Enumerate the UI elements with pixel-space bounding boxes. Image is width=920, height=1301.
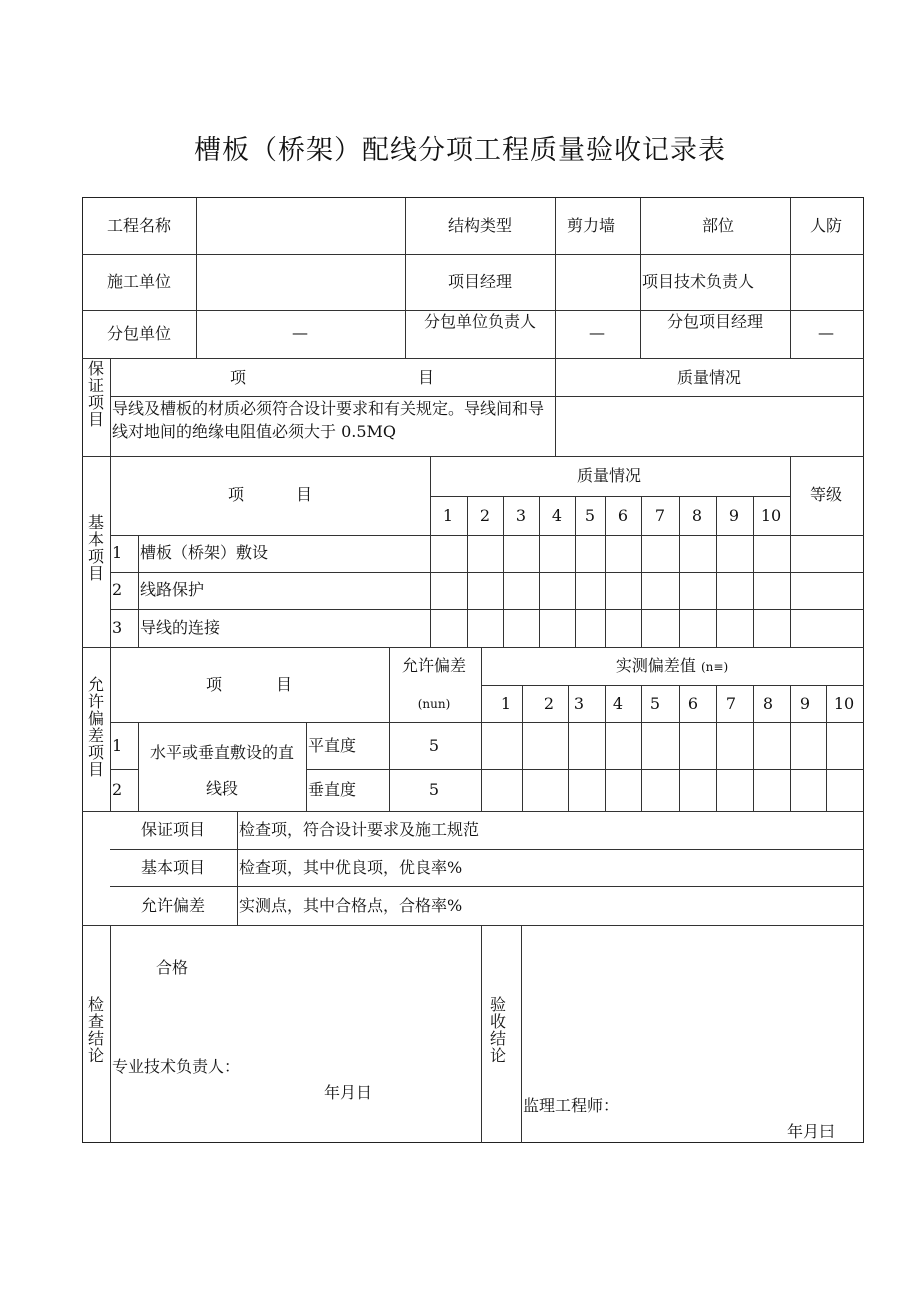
measured-deviation-cell[interactable] xyxy=(606,723,641,769)
summary-label: 保证项目 xyxy=(140,820,206,839)
basic-quality-cell[interactable] xyxy=(717,610,753,646)
basic-check-number: 1 xyxy=(442,506,454,525)
grid-line-h xyxy=(481,685,864,686)
tech-lead-field[interactable] xyxy=(791,255,863,308)
basic-quality-cell[interactable] xyxy=(642,573,679,609)
grid-line-h xyxy=(82,811,864,812)
grid-line-h xyxy=(110,849,864,850)
basic-row-number: 3 xyxy=(112,618,123,637)
check-conclusion-label: 检查结论 xyxy=(87,995,104,1065)
basic-check-number: 5 xyxy=(584,506,596,525)
basic-row-name: 线路保护 xyxy=(140,580,205,599)
basic-quality-cell[interactable] xyxy=(717,536,753,572)
grid-line-v xyxy=(110,925,111,1143)
guarantee-text: 导线及槽板的材质必须符合设计要求和有关规定。导线间和导线对地间的绝缘电阻值必须大于 0.5MQ xyxy=(112,399,545,441)
sub-manager-label: 分包项目经理 xyxy=(666,312,764,331)
allowed-deviation-label: 允许偏差 xyxy=(401,656,467,675)
basic-quality-cell[interactable] xyxy=(504,573,539,609)
sub-lead-value[interactable]: — xyxy=(589,323,605,342)
basic-check-number: 4 xyxy=(551,506,563,525)
basic-quality-cell[interactable] xyxy=(468,610,503,646)
basic-quality-cell[interactable] xyxy=(680,536,716,572)
grid-line-h xyxy=(82,647,864,648)
basic-quality-cell[interactable] xyxy=(431,536,467,572)
measured-deviation-cell[interactable] xyxy=(569,723,605,769)
project-name-field[interactable] xyxy=(197,199,404,252)
measured-deviation-cell[interactable] xyxy=(482,723,522,769)
accept-result-field[interactable] xyxy=(522,926,863,1096)
measured-deviation-cell[interactable] xyxy=(606,770,641,811)
basic-item-label-2: 目 xyxy=(295,485,313,504)
basic-quality-cell[interactable] xyxy=(606,610,641,646)
summary-text: 检查项，其中优良项，优良率% xyxy=(239,858,463,877)
summary-label: 允许偏差 xyxy=(140,896,206,915)
basic-quality-cell[interactable] xyxy=(680,573,716,609)
basic-item-label-1: 项 xyxy=(227,485,245,504)
measured-point-number: 7 xyxy=(725,694,737,713)
basic-quality-cell[interactable] xyxy=(540,610,575,646)
grid-line-v xyxy=(138,535,139,647)
tolerance-row-number: 2 xyxy=(112,780,123,799)
basic-row-number: 1 xyxy=(112,543,123,562)
measured-deviation-cell[interactable] xyxy=(717,770,753,811)
check-date: 年月日 xyxy=(323,1083,373,1102)
measured-deviation-cell[interactable] xyxy=(569,770,605,811)
basic-check-number: 10 xyxy=(760,506,782,525)
basic-quality-cell[interactable] xyxy=(606,536,641,572)
measured-point-number: 5 xyxy=(649,694,661,713)
basic-section-label: 基本项目 xyxy=(87,513,104,583)
location-value[interactable]: 人防 xyxy=(809,216,843,235)
accept-conclusion-label: 验收结论 xyxy=(489,995,506,1065)
basic-grade-cell[interactable] xyxy=(791,610,863,646)
supervisor-label: 监理工程师： xyxy=(523,1096,620,1115)
basic-row-number: 2 xyxy=(112,580,123,599)
check-result[interactable]: 合格 xyxy=(156,958,189,977)
basic-check-number: 9 xyxy=(728,506,740,525)
tolerance-allowed-value: 5 xyxy=(428,780,440,799)
basic-quality-cell[interactable] xyxy=(754,573,790,609)
measured-deviation-cell[interactable] xyxy=(523,723,568,769)
sub-lead-label: 分包单位负责人 xyxy=(423,312,537,331)
tech-lead-label: 项目技术负责人 xyxy=(642,272,755,291)
structure-type-value[interactable]: 剪力墙 xyxy=(566,216,616,235)
tolerance-row-number: 1 xyxy=(112,736,123,755)
measured-deviation-cell[interactable] xyxy=(680,723,716,769)
tolerance-section-label: 允许偏差项目 xyxy=(87,675,104,779)
basic-check-number: 2 xyxy=(479,506,491,525)
basic-quality-label: 质量情况 xyxy=(576,466,642,485)
tolerance-allowed-value: 5 xyxy=(428,736,440,755)
tolerance-sub-item: 平直度 xyxy=(308,736,357,755)
basic-quality-cell[interactable] xyxy=(576,536,605,572)
measured-point-number: 2 xyxy=(543,694,555,713)
grid-line-v xyxy=(110,358,111,811)
tolerance-item-name-line2: 线段 xyxy=(205,779,239,798)
basic-quality-cell[interactable] xyxy=(754,610,790,646)
basic-quality-cell[interactable] xyxy=(431,610,467,646)
basic-quality-cell[interactable] xyxy=(717,573,753,609)
basic-quality-cell[interactable] xyxy=(642,536,679,572)
guarantee-quality-field[interactable] xyxy=(556,396,863,455)
measured-deviation-cell[interactable] xyxy=(791,723,826,769)
guarantee-quality-label: 质量情况 xyxy=(676,368,742,387)
basic-quality-cell[interactable] xyxy=(606,573,641,609)
basic-check-number: 6 xyxy=(617,506,629,525)
measured-deviation-cell[interactable] xyxy=(680,770,716,811)
basic-quality-cell[interactable] xyxy=(504,610,539,646)
tech-person-label: 专业技术负责人： xyxy=(112,1057,241,1076)
measured-deviation-cell[interactable] xyxy=(827,770,864,811)
basic-quality-cell[interactable] xyxy=(431,573,467,609)
measured-deviation-cell[interactable] xyxy=(642,770,679,811)
measured-point-number: 10 xyxy=(833,694,855,713)
accept-date: 年月曰 xyxy=(787,1122,836,1141)
basic-row-name: 槽板（桥架）敷设 xyxy=(140,543,269,562)
grid-line-h xyxy=(110,769,138,770)
basic-quality-cell[interactable] xyxy=(540,536,575,572)
measured-deviation-header xyxy=(616,658,728,674)
basic-grade-cell[interactable] xyxy=(791,573,863,609)
measured-deviation-cell[interactable] xyxy=(754,723,790,769)
subcontractor-label: 分包单位 xyxy=(106,324,172,343)
measured-point-number: 4 xyxy=(612,694,624,713)
grid-line-v xyxy=(237,811,238,925)
structure-type-label: 结构类型 xyxy=(447,216,513,235)
grid-line-v xyxy=(405,198,406,358)
grid-line-h xyxy=(82,456,864,457)
allowed-deviation-unit: (nun) xyxy=(417,697,451,711)
measured-deviation-cell[interactable] xyxy=(482,770,522,811)
measured-point-number: 9 xyxy=(799,694,811,713)
grid-line-v xyxy=(306,722,307,811)
basic-row-name: 导线的连接 xyxy=(140,618,221,637)
basic-quality-cell[interactable] xyxy=(468,573,503,609)
basic-check-number: 3 xyxy=(515,506,527,525)
tolerance-sub-item: 垂直度 xyxy=(308,780,357,799)
basic-quality-cell[interactable] xyxy=(468,536,503,572)
measured-deviation-cell[interactable] xyxy=(754,770,790,811)
basic-quality-cell[interactable] xyxy=(504,536,539,572)
basic-quality-cell[interactable] xyxy=(642,610,679,646)
basic-quality-cell[interactable] xyxy=(754,536,790,572)
grid-line-v xyxy=(640,198,641,358)
basic-quality-cell[interactable] xyxy=(540,573,575,609)
grid-line-v xyxy=(138,722,139,811)
basic-quality-cell[interactable] xyxy=(576,573,605,609)
location-label: 部位 xyxy=(701,216,735,235)
basic-quality-cell[interactable] xyxy=(680,610,716,646)
summary-label: 基本项目 xyxy=(140,858,206,877)
measured-deviation-unit: (n≡) xyxy=(700,660,729,674)
summary-text: 实测点，其中合格点，合格率% xyxy=(239,896,463,915)
basic-grade-cell[interactable] xyxy=(791,536,863,572)
measured-deviation-cell[interactable] xyxy=(717,723,753,769)
grid-line-h xyxy=(110,886,864,887)
project-name-label: 工程名称 xyxy=(106,216,172,235)
construction-unit-label: 施工单位 xyxy=(106,272,172,291)
measured-deviation-label: 实测偏差值 xyxy=(615,656,696,675)
construction-unit-field[interactable] xyxy=(197,255,404,308)
tolerance-item-label-1: 项 xyxy=(205,675,223,694)
measured-point-number: 8 xyxy=(762,694,774,713)
measured-point-number: 1 xyxy=(500,694,512,713)
measured-deviation-cell[interactable] xyxy=(791,770,826,811)
guarantee-section-label: 保证项目 xyxy=(87,359,104,429)
measured-point-number: 6 xyxy=(687,694,699,713)
basic-check-number: 8 xyxy=(691,506,703,525)
tolerance-item-label-2: 目 xyxy=(275,675,293,694)
guarantee-item-label-1: 项 xyxy=(229,368,247,387)
project-manager-label: 项目经理 xyxy=(447,272,513,291)
project-manager-field[interactable] xyxy=(556,255,639,308)
sub-manager-value[interactable]: — xyxy=(818,323,834,342)
subcontractor-value[interactable]: — xyxy=(292,323,308,342)
measured-deviation-cell[interactable] xyxy=(523,770,568,811)
basic-grade-label: 等级 xyxy=(809,485,843,504)
measured-point-number: 3 xyxy=(573,694,585,713)
grid-line-h xyxy=(82,310,864,311)
guarantee-item-label-2: 目 xyxy=(417,368,435,387)
page-title: 槽板（桥架）配线分项工程质量验收记录表 xyxy=(194,135,726,166)
measured-deviation-cell[interactable] xyxy=(642,723,679,769)
measured-deviation-cell[interactable] xyxy=(827,723,864,769)
tolerance-item-name-line1: 水平或垂直敷设的直 xyxy=(149,743,295,762)
grid-line-v xyxy=(481,925,482,1143)
grid-line-h xyxy=(82,358,864,359)
grid-line-h xyxy=(430,496,790,497)
grid-line-v xyxy=(389,647,390,811)
basic-quality-cell[interactable] xyxy=(576,610,605,646)
basic-check-number: 7 xyxy=(654,506,666,525)
summary-text: 检查项，符合设计要求及施工规范 xyxy=(239,820,480,839)
